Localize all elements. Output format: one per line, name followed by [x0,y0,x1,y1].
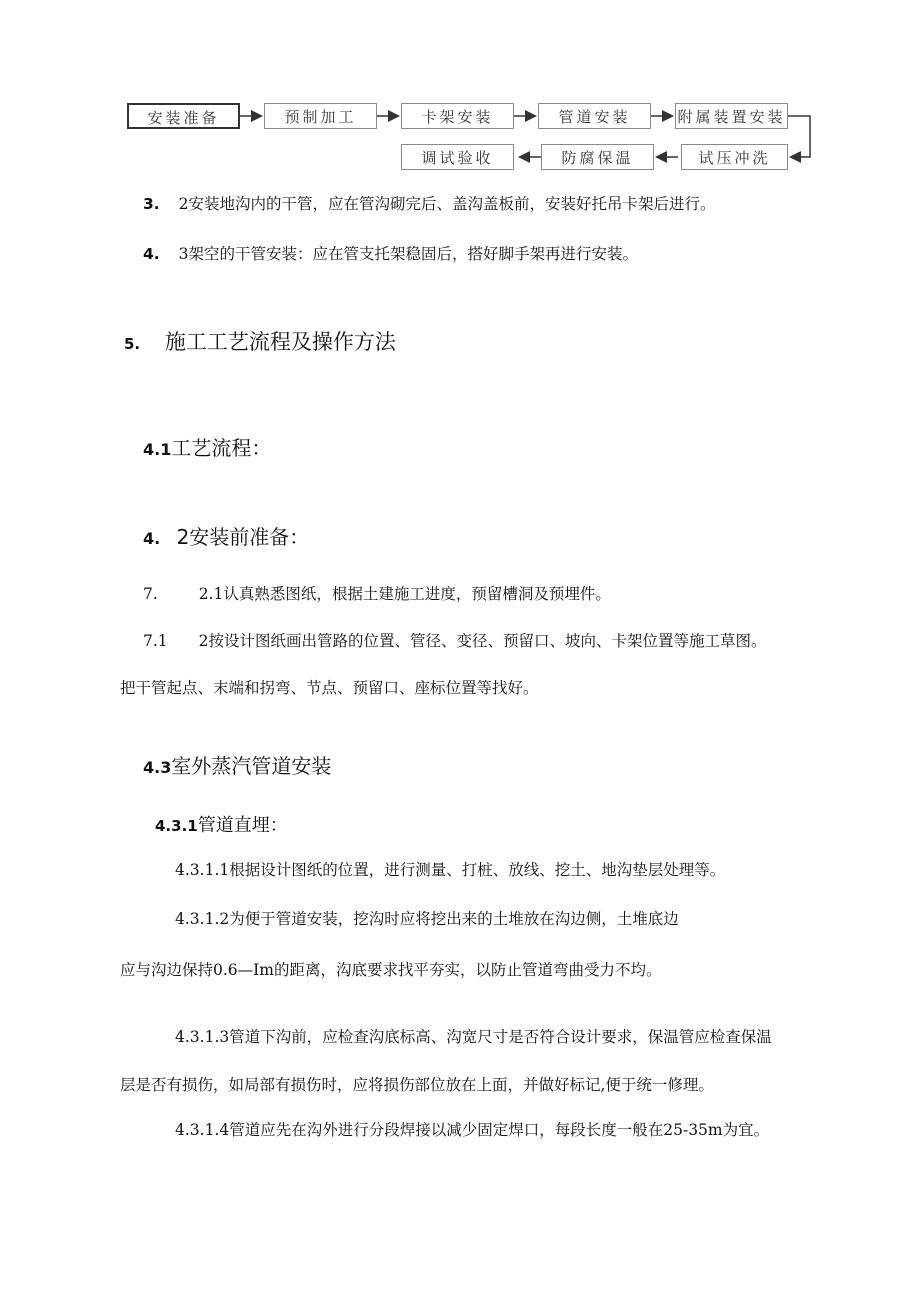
subsection-heading [143,432,271,461]
flow-step-1: 安装准备 [127,103,240,129]
paragraph-4-3-1-2: 4.3.1.2为便于管道安装，挖沟时应将挖出来的土堆放在沟边侧，土堆底边 [175,910,679,928]
flow-step-2: 预制加工 [264,103,377,129]
paragraph-text: 2.1认真熟悉图纸，根据土建施工进度，预留槽洞及预埋件。 [198,585,611,603]
paragraph-4-3-1-3-cont: 层是否有损伤，如局部有损伤时，应将损伤部位放在上面，并做好标记,便于统一修理。 [120,1076,714,1094]
flow-step-3: 卡架安装 [401,103,514,129]
paragraph-number: 7. [143,585,158,603]
paragraph-4-3-1-3: 4.3.1.3管道下沟前，应检查沟底标高、沟宽尺寸是否符合设计要求，保温管应检查保温 [175,1028,772,1046]
subsection-title: 2安装前准备： [176,525,310,549]
flow-step-7: 防腐保温 [541,144,654,170]
section-heading [124,326,396,356]
process-flowchart [0,0,920,190]
item-number: 4. [143,245,160,263]
paragraph-4-3-1-2-cont: 应与沟边保持0.6—Im的距离，沟底要求找平夯实，以防止管道弯曲受力不均。 [120,961,662,979]
subsection-heading [143,750,331,779]
item-text: 3架空的干管安装：应在管支托架稳固后，搭好脚手架再进行安装。 [178,245,638,263]
arrow-5 [788,116,810,157]
subsection-number: 4. [143,529,161,548]
subsection-title: 室外蒸汽管道安装 [171,754,332,778]
paragraph-4-3-1-1: 4.3.1.1根据设计图纸的位置，进行测量、打桩、放线、挖土、地沟垫层处理等。 [175,861,726,879]
paragraph-continuation: 把干管起点、末端和拐弯、节点、预留口、座标位置等找好。 [120,679,539,697]
subsubsection-number: 4.3.1 [155,817,198,835]
subsection-number: 4.3 [143,758,172,777]
list-item [143,242,638,264]
list-item [143,192,716,214]
item-number: 3. [143,195,160,213]
section-title: 施工工艺流程及操作方法 [164,330,396,354]
subsubsection-title: 管道直埋： [197,815,288,836]
subsection-heading [143,521,309,550]
flow-step-4: 管道安装 [538,103,651,129]
subsection-title: 工艺流程： [171,436,272,460]
flow-step-8: 调试验收 [401,144,514,170]
item-text: 2安装地沟内的干管，应在管沟砌完后、盖沟盖板前，安装好托吊卡架后进行。 [178,195,716,213]
flow-step-6: 试压冲洗 [681,144,788,170]
paragraph-text: 2按设计图纸画出管路的位置、管径、变径、预留口、坡向、卡架位置等施工草图。 [198,632,767,650]
paragraph-4-3-1-4: 4.3.1.4管道应先在沟外进行分段焊接以减少固定焊口，每段长度一般在25-35m为宜。 [175,1121,770,1139]
subsubsection-heading [155,811,288,837]
section-number: 5. [124,335,141,353]
paragraph [143,582,611,604]
paragraph [143,629,766,651]
subsection-number: 4.1 [143,440,172,459]
paragraph-number: 7.1 [143,632,168,650]
flow-step-5: 附属装置安装 [675,103,788,129]
